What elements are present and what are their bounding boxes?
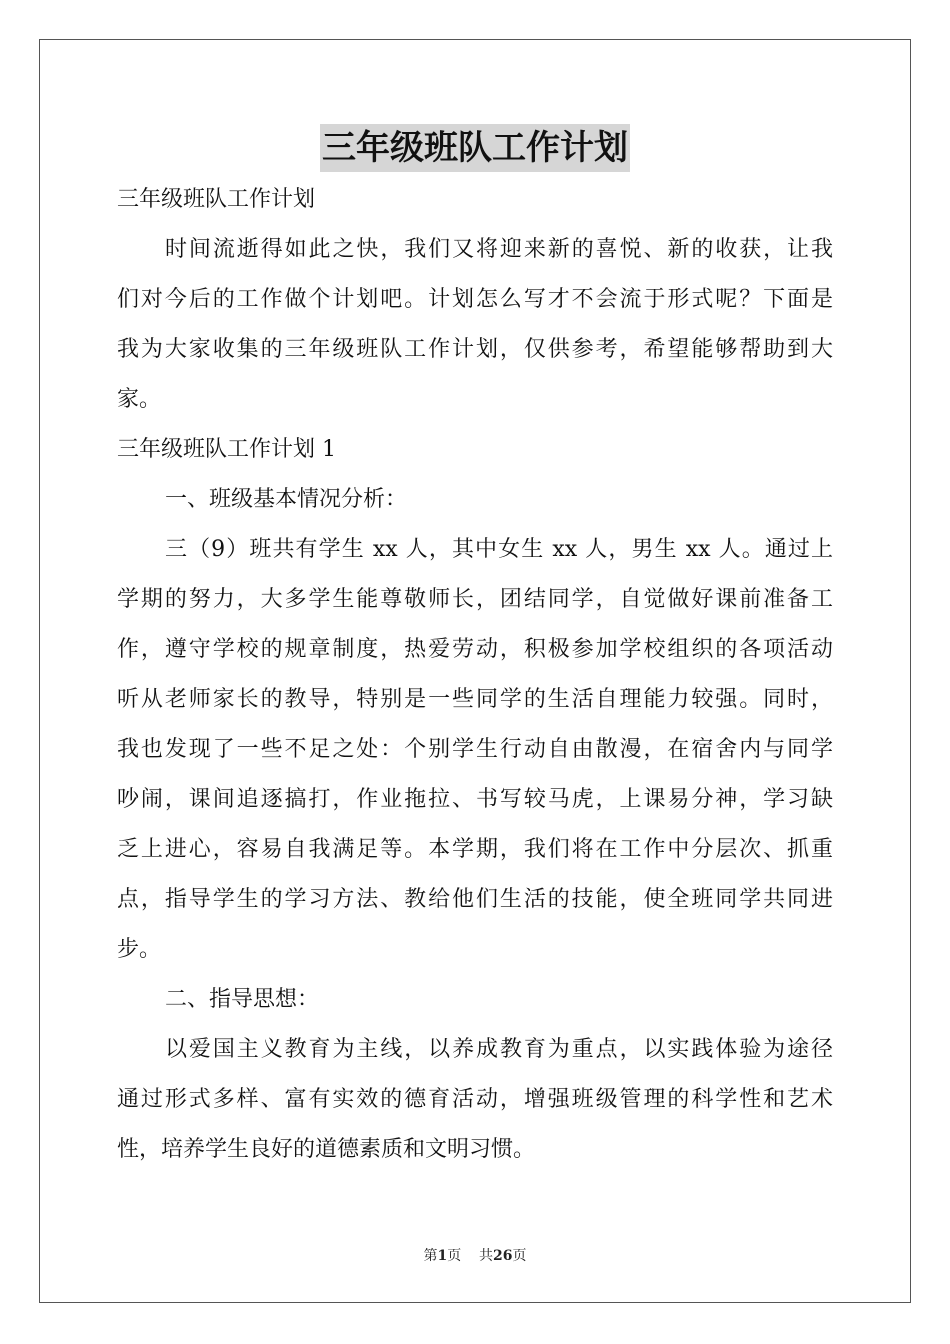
total-prefix: 共 [479, 1248, 494, 1264]
text-line: 乏上进心，容易自我满足等。本学期，我们将在工作中分层次、抓重 [117, 837, 833, 862]
page-prefix: 第 [423, 1248, 438, 1264]
text-line: 二、指导思想： [165, 987, 320, 1012]
text-line: 听从老师家长的教导，特别是一些同学的生活自理能力较强。同时， [117, 687, 833, 712]
total-unit: 页 [512, 1248, 527, 1264]
document-title: 三年级班队工作计划 [320, 124, 630, 172]
text-line: 我也发现了一些不足之处：个别学生行动自由散漫，在宿舍内与同学 [117, 737, 833, 762]
text-line: 通过形式多样、富有实效的德育活动，增强班级管理的科学性和艺术 [117, 1087, 833, 1112]
text-line: 步。 [117, 937, 162, 962]
text-line: 性，培养学生良好的道德素质和文明习惯。 [117, 1137, 536, 1162]
text-line: 学期的努力，大多学生能尊敬师长，团结同学，自觉做好课前准备工 [117, 587, 833, 612]
text-line: 一、班级基本情况分析： [165, 487, 408, 512]
text-line: 以爱国主义教育为主线，以养成教育为重点，以实践体验为途径 [165, 1037, 833, 1062]
text-line: 时间流逝得如此之快，我们又将迎来新的喜悦、新的收获，让我 [165, 237, 833, 262]
text-line: 点，指导学生的学习方法、教给他们生活的技能，使全班同学共同进 [117, 887, 833, 912]
text-line: 三年级班队工作计划 [117, 187, 316, 212]
total-page-number: 26 [493, 1248, 513, 1264]
text-line: 我为大家收集的三年级班队工作计划，仅供参考，希望能够帮助到大 [117, 337, 833, 362]
text-line: 三年级班队工作计划 1 [117, 437, 336, 462]
document-body [117, 175, 833, 1175]
title-container [0, 124, 950, 172]
text-line: 作，遵守学校的规章制度，热爱劳动，积极参加学校组织的各项活动 [117, 637, 833, 662]
text-line: 三（9）班共有学生 xx 人，其中女生 xx 人，男生 xx 人。通过上 [165, 537, 833, 562]
page-unit: 页 [447, 1248, 462, 1264]
text-line: 家。 [117, 387, 162, 412]
page-footer [0, 1246, 950, 1266]
current-page-number: 1 [437, 1248, 448, 1264]
text-line: 们对今后的工作做个计划吧。计划怎么写才不会流于形式呢？下面是 [117, 287, 833, 312]
text-line: 吵闹，课间追逐搞打，作业拖拉、书写较马虎，上课易分神，学习缺 [117, 787, 833, 812]
